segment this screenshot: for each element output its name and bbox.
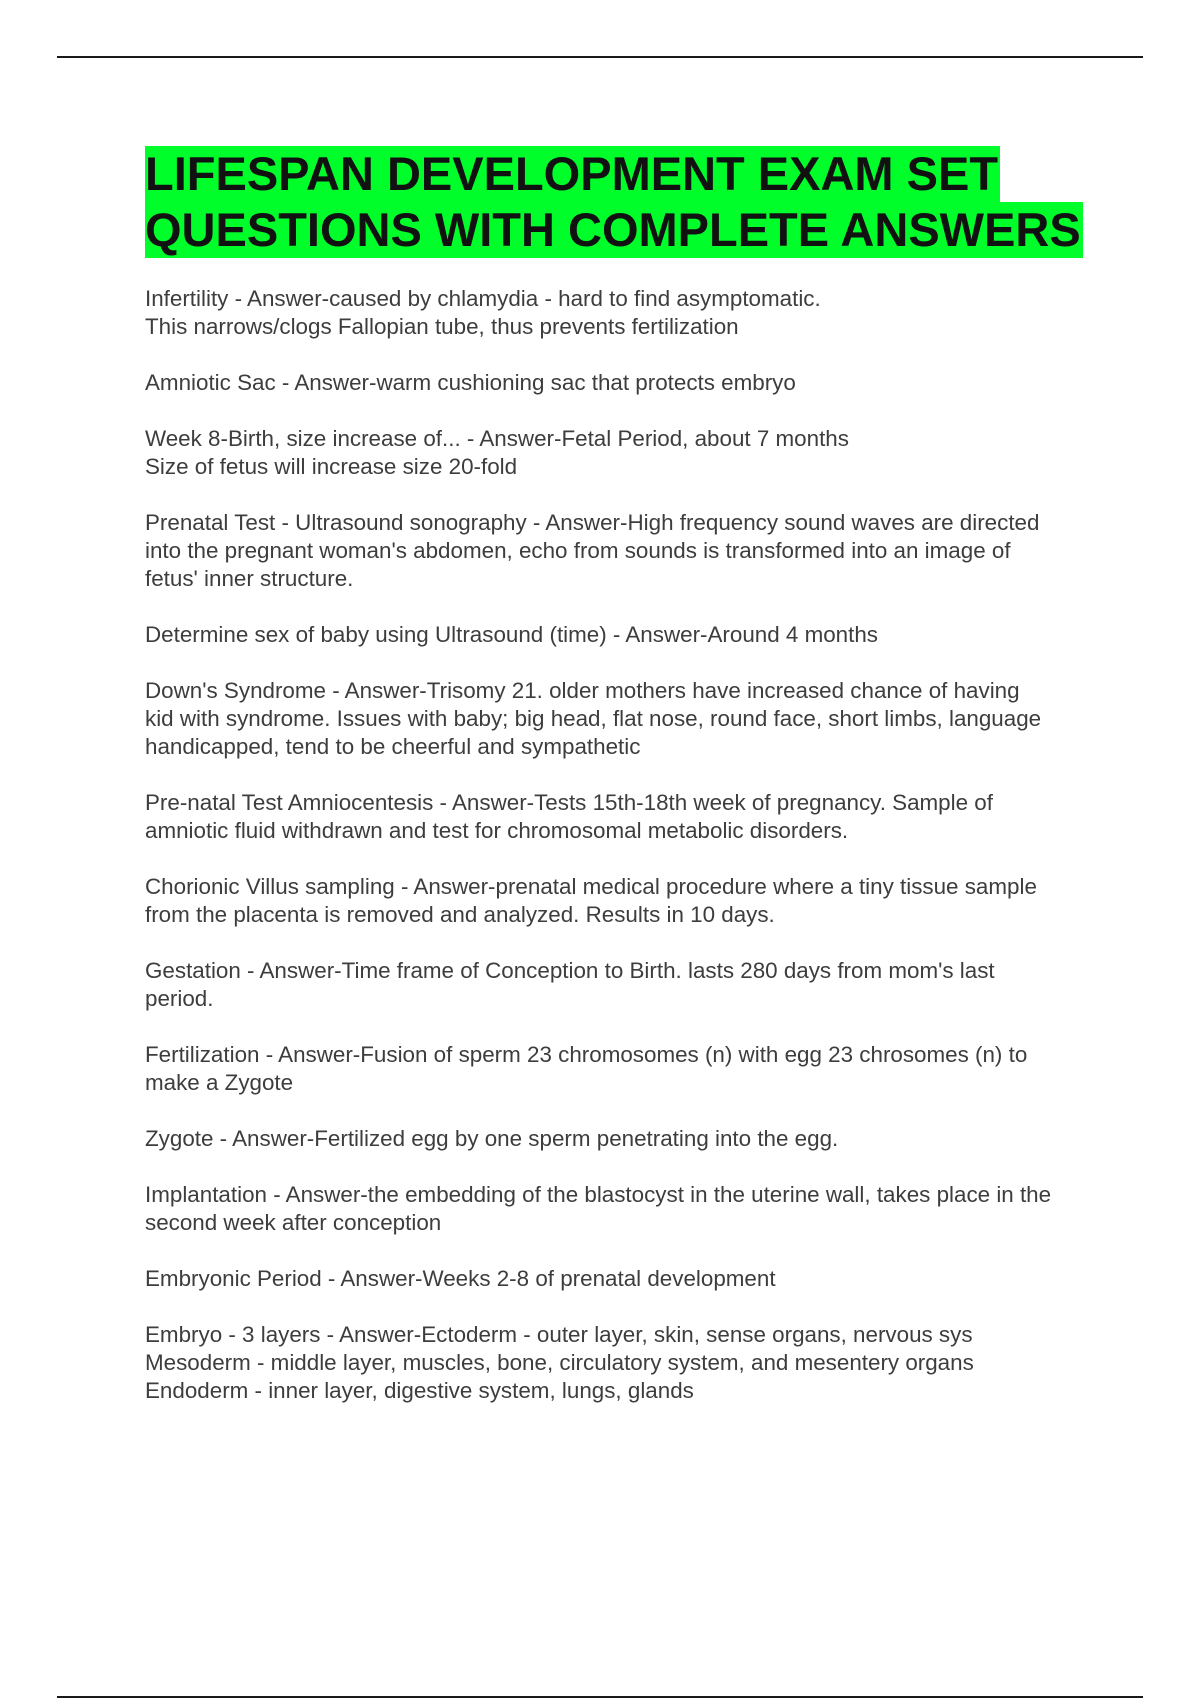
qa-entry	[145, 677, 1135, 761]
qa-entry-line: Amniotic Sac - Answer-warm cushioning sac that protects embryo	[145, 370, 796, 395]
bottom-rule	[57, 1696, 1143, 1698]
qa-entry	[145, 1321, 1135, 1405]
qa-entry	[145, 621, 1135, 649]
qa-entry-line: Chorionic Villus sampling - Answer-prenatal medical procedure where a tiny tissue sample	[145, 874, 1037, 899]
qa-entry	[145, 1181, 1135, 1237]
title-line-1: LIFESPAN DEVELOPMENT EXAM SET	[145, 147, 999, 200]
qa-entry	[145, 285, 1135, 341]
qa-entry-line: Mesoderm - middle layer, muscles, bone, circulatory system, and mesentery organs	[145, 1350, 974, 1375]
qa-entry-line: fetus' inner structure.	[145, 566, 354, 591]
qa-entry-line: Infertility - Answer-caused by chlamydia - hard to find asymptomatic.	[145, 286, 821, 311]
top-rule	[57, 56, 1143, 58]
qa-entry-line: amniotic fluid withdrawn and test for chromosomal metabolic disorders.	[145, 818, 849, 843]
qa-entry-line: Prenatal Test - Ultrasound sonography - Answer-High frequency sound waves are directed	[145, 510, 1040, 535]
qa-entry-line: Fertilization - Answer-Fusion of sperm 23 chromosomes (n) with egg 23 chrosomes (n) to	[145, 1042, 1028, 1067]
qa-entry-line: period.	[145, 986, 214, 1011]
qa-entry-line: Gestation - Answer-Time frame of Conception to Birth. lasts 280 days from mom's last	[145, 958, 995, 983]
qa-entry-line: make a Zygote	[145, 1070, 294, 1095]
qa-entry-line: Pre-natal Test Amniocentesis - Answer-Tests 15th-18th week of pregnancy. Sample of	[145, 790, 993, 815]
document-title	[145, 146, 1145, 258]
qa-entry-line: kid with syndrome. Issues with baby; big head, flat nose, round face, short limbs, language	[145, 706, 1042, 731]
qa-list	[145, 285, 1135, 1433]
qa-entry	[145, 369, 1135, 397]
qa-entry	[145, 1041, 1135, 1097]
qa-entry-line: handicapped, tend to be cheerful and sympathetic	[145, 734, 641, 759]
qa-entry-line: Determine sex of baby using Ultrasound (time) - Answer-Around 4 months	[145, 622, 878, 647]
qa-entry	[145, 425, 1135, 481]
qa-entry-line: Down's Syndrome - Answer-Trisomy 21. older mothers have increased chance of having	[145, 678, 1020, 703]
qa-entry	[145, 1265, 1135, 1293]
qa-entry-line: Endoderm - inner layer, digestive system, lungs, glands	[145, 1378, 694, 1403]
qa-entry-line: This narrows/clogs Fallopian tube, thus prevents fertilization	[145, 314, 739, 339]
qa-entry	[145, 509, 1135, 593]
qa-entry-line: Embryo - 3 layers - Answer-Ectoderm - outer layer, skin, sense organs, nervous sys	[145, 1322, 973, 1347]
qa-entry-line: into the pregnant woman's abdomen, echo from sounds is transformed into an image of	[145, 538, 1011, 563]
title-line-2: QUESTIONS WITH COMPLETE ANSWERS	[145, 203, 1081, 256]
qa-entry-line: Implantation - Answer-the embedding of the blastocyst in the uterine wall, takes place in the	[145, 1182, 1052, 1207]
qa-entry-line: Zygote - Answer-Fertilized egg by one sperm penetrating into the egg.	[145, 1126, 839, 1151]
qa-entry	[145, 957, 1135, 1013]
qa-entry-line: Size of fetus will increase size 20-fold	[145, 454, 518, 479]
qa-entry-line: second week after conception	[145, 1210, 442, 1235]
qa-entry-line: Week 8-Birth, size increase of... - Answer-Fetal Period, about 7 months	[145, 426, 849, 451]
qa-entry	[145, 789, 1135, 845]
qa-entry	[145, 873, 1135, 929]
qa-entry	[145, 1125, 1135, 1153]
qa-entry-line: from the placenta is removed and analyzed. Results in 10 days.	[145, 902, 775, 927]
qa-entry-line: Embryonic Period - Answer-Weeks 2-8 of prenatal development	[145, 1266, 776, 1291]
